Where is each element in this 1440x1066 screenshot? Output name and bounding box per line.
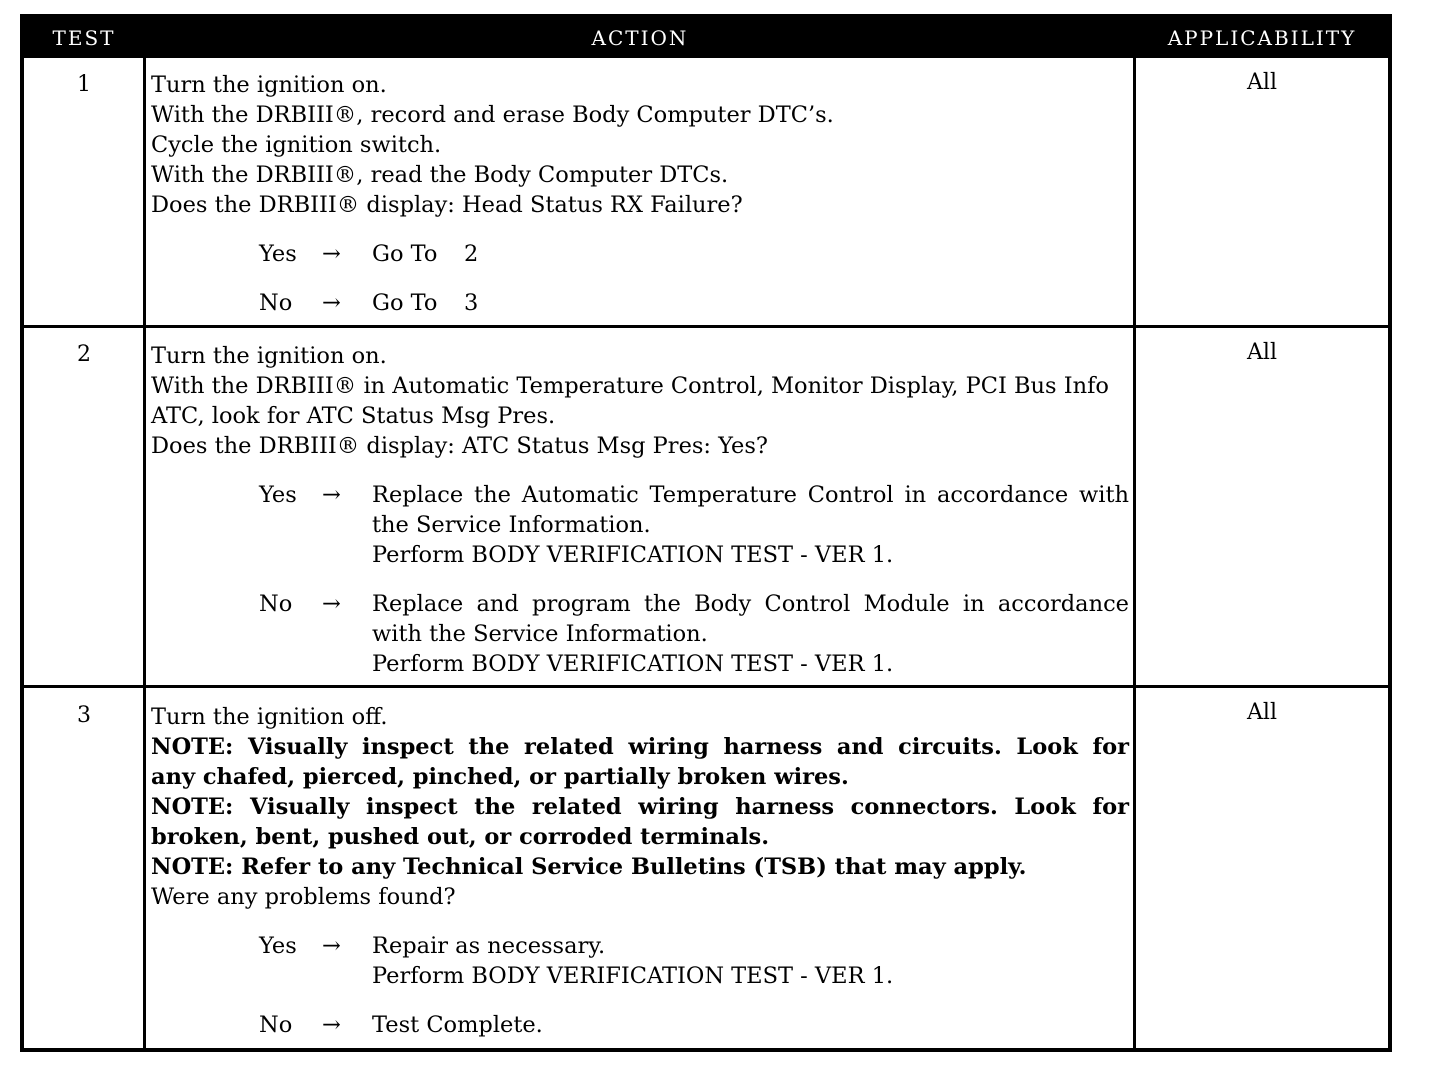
- action-text: [151, 341, 1129, 679]
- action-text: [151, 70, 1129, 318]
- note-line: NOTE: Refer to any Technical Service Bulletins (TSB) that may apply.: [151, 854, 1027, 880]
- answer-yes: [151, 931, 1129, 991]
- row-divider: [24, 685, 1388, 688]
- result-line: Perform BODY VERIFICATION TEST - VER 1.: [372, 651, 894, 677]
- answer-label: Yes: [259, 933, 297, 959]
- answer-no: [151, 288, 1129, 318]
- answer-no: [151, 589, 1129, 679]
- diagnostic-table: [20, 14, 1392, 1052]
- action-line: With the DRBIII®, record and erase Body Computer DTC’s.: [151, 102, 834, 128]
- result-line: with the Service Information.: [372, 621, 708, 647]
- applicability-value: All: [1247, 340, 1277, 365]
- header-action: ACTION: [591, 26, 689, 50]
- result-line: the Service Information.: [372, 512, 651, 538]
- goto-target: 3: [464, 290, 479, 316]
- answer-label: No: [259, 290, 293, 316]
- action-line: ATC, look for ATC Status Msg Pres.: [151, 403, 556, 429]
- answer-result: [372, 589, 1129, 679]
- note-line: any chafed, pierced, pinched, or partially broken wires.: [151, 764, 849, 790]
- goto-text: Go To: [372, 241, 438, 267]
- test-number: 2: [77, 342, 91, 367]
- note-line: NOTE: Visually inspect the related wiring harness connectors. Look for: [151, 794, 1129, 820]
- header-applicability: APPLICABILITY: [1167, 26, 1357, 50]
- column-divider: [143, 58, 146, 1048]
- note-line: NOTE: Visually inspect the related wiring harness and circuits. Look for: [151, 734, 1129, 760]
- action-line: Turn the ignition on.: [151, 72, 387, 98]
- answer-result: [372, 480, 1129, 570]
- applicability-value: All: [1247, 70, 1277, 95]
- action-line: Turn the ignition off.: [151, 704, 388, 730]
- action-line: Cycle the ignition switch.: [151, 132, 442, 158]
- column-divider: [1133, 58, 1136, 1048]
- answer-label: Yes: [259, 482, 297, 508]
- result-line: Repair as necessary.: [372, 933, 606, 959]
- result-line: Perform BODY VERIFICATION TEST - VER 1.: [372, 542, 894, 568]
- answer-result: [372, 1010, 1129, 1040]
- applicability-value: All: [1247, 700, 1277, 725]
- answer-yes: [151, 480, 1129, 570]
- arrow-right-icon: →: [322, 933, 341, 959]
- action-line: Turn the ignition on.: [151, 343, 387, 369]
- test-number: 3: [77, 703, 91, 728]
- action-line: Were any problems found?: [151, 884, 456, 910]
- arrow-right-icon: →: [322, 290, 341, 316]
- action-text: [151, 702, 1129, 1040]
- row-divider: [24, 325, 1388, 328]
- arrow-right-icon: →: [322, 482, 341, 508]
- header-test: TEST: [52, 26, 116, 50]
- answer-yes: [151, 239, 1129, 269]
- result-line: Perform BODY VERIFICATION TEST - VER 1.: [372, 963, 894, 989]
- goto-text: Go To: [372, 290, 438, 316]
- result-line: Replace and program the Body Control Module in accordance: [372, 591, 1129, 617]
- arrow-right-icon: →: [322, 591, 341, 617]
- result-line: Replace the Automatic Temperature Control in accordance with: [372, 482, 1129, 508]
- answer-label: No: [259, 1012, 293, 1038]
- arrow-right-icon: →: [322, 241, 341, 267]
- arrow-right-icon: →: [322, 1012, 341, 1038]
- answer-result: [372, 931, 1129, 991]
- action-line: With the DRBIII® in Automatic Temperature Control, Monitor Display, PCI Bus Info: [151, 373, 1109, 399]
- answer-no: [151, 1010, 1129, 1040]
- answer-label: No: [259, 591, 293, 617]
- test-number: 1: [77, 72, 91, 97]
- table-header: [24, 18, 1388, 58]
- result-line: Test Complete.: [372, 1012, 543, 1038]
- action-line: With the DRBIII®, read the Body Computer DTCs.: [151, 162, 729, 188]
- answer-label: Yes: [259, 241, 297, 267]
- note-line: broken, bent, pushed out, or corroded terminals.: [151, 824, 770, 850]
- goto-target: 2: [464, 241, 479, 267]
- action-line: Does the DRBIII® display: ATC Status Msg Pres: Yes?: [151, 433, 768, 459]
- action-line: Does the DRBIII® display: Head Status RX Failure?: [151, 192, 743, 218]
